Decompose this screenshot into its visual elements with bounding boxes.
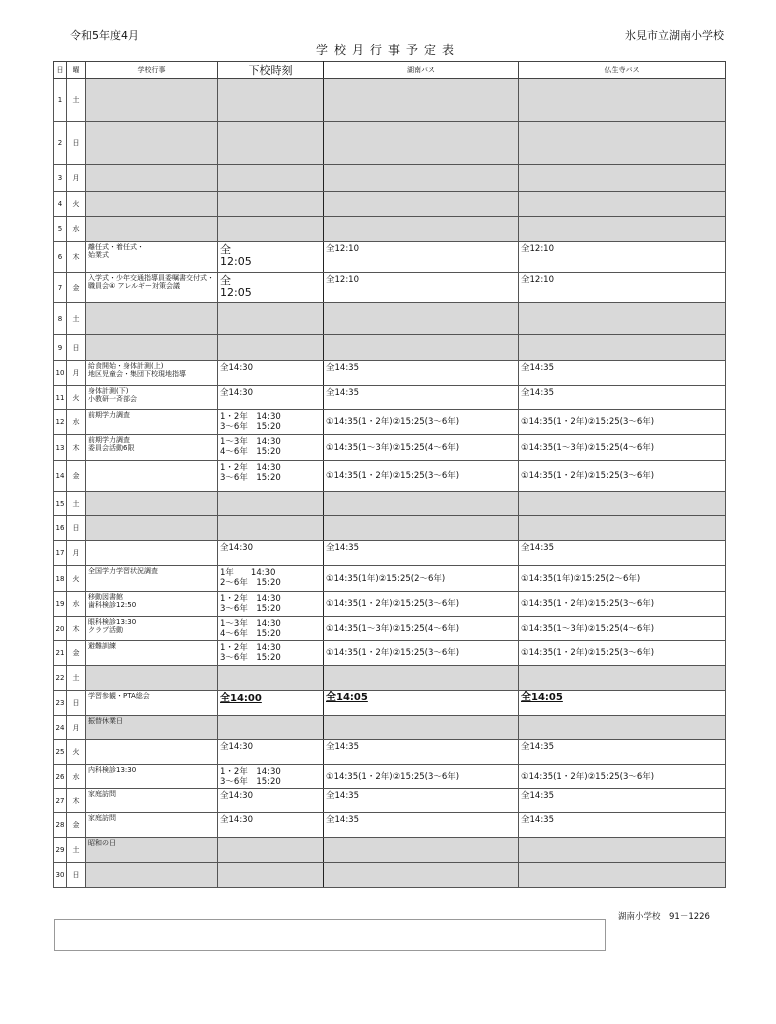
bus1-cell [324, 217, 519, 242]
weekday-cell: 火 [67, 566, 86, 592]
bus1-cell [324, 666, 519, 691]
events-cell: 学習参観・PTA総会 [86, 691, 218, 716]
col-day-header: 日 [54, 62, 67, 79]
events-cell: 振替休業日 [86, 716, 218, 740]
events-cell: 離任式・着任式・ 始業式 [86, 242, 218, 273]
day-cell: 5 [54, 217, 67, 242]
dismissal-cell: 全 12:05 [218, 273, 324, 303]
weekday-cell: 木 [67, 242, 86, 273]
bus1-cell [324, 79, 519, 122]
schedule-body [54, 79, 726, 888]
table-row [54, 516, 726, 541]
events-cell: 全国学力学習状況調査 [86, 566, 218, 592]
day-cell: 6 [54, 242, 67, 273]
table-row [54, 813, 726, 838]
table-row [54, 386, 726, 410]
table-row [54, 541, 726, 566]
bus1-cell: 全12:10 [324, 242, 519, 273]
events-cell [86, 863, 218, 888]
table-row [54, 666, 726, 691]
weekday-cell: 火 [67, 740, 86, 765]
weekday-cell: 土 [67, 303, 86, 335]
bus2-cell: 全14:35 [519, 740, 726, 765]
dismissal-cell: 全 12:05 [218, 242, 324, 273]
events-cell [86, 740, 218, 765]
events-cell [86, 461, 218, 492]
weekday-cell: 月 [67, 165, 86, 192]
bus1-cell [324, 122, 519, 165]
bus1-cell [324, 516, 519, 541]
col-bus1-header: 湖南バス [324, 62, 519, 79]
bus1-cell [324, 165, 519, 192]
events-cell [86, 165, 218, 192]
events-cell [86, 516, 218, 541]
table-row [54, 165, 726, 192]
dismissal-cell: 1年 14:30 2～6年 15:20 [218, 566, 324, 592]
day-cell: 22 [54, 666, 67, 691]
dismissal-cell [218, 335, 324, 361]
bus1-cell: ①14:35(1～3年)②15:25(4～6年) [324, 435, 519, 461]
events-cell: 前期学力調査 [86, 410, 218, 435]
dismissal-cell: 全14:30 [218, 541, 324, 566]
table-row [54, 863, 726, 888]
weekday-cell: 火 [67, 192, 86, 217]
bus2-cell: ①14:35(1・2年)②15:25(3～6年) [519, 641, 726, 666]
day-cell: 7 [54, 273, 67, 303]
dismissal-cell: 1・2年 14:30 3～6年 15:20 [218, 461, 324, 492]
day-cell: 20 [54, 617, 67, 641]
bus1-cell: ①14:35(1年)②15:25(2～6年) [324, 566, 519, 592]
bus2-cell: 全14:35 [519, 361, 726, 386]
day-cell: 28 [54, 813, 67, 838]
dismissal-cell [218, 122, 324, 165]
events-cell: 身体計測(下) 小教研一斉部会 [86, 386, 218, 410]
weekday-cell: 水 [67, 217, 86, 242]
events-cell [86, 303, 218, 335]
bus2-cell [519, 335, 726, 361]
bus1-cell: 全14:05 [324, 691, 519, 716]
dismissal-cell [218, 303, 324, 335]
table-row [54, 765, 726, 789]
bus1-cell [324, 838, 519, 863]
day-cell: 1 [54, 79, 67, 122]
day-cell: 25 [54, 740, 67, 765]
table-row [54, 303, 726, 335]
header-row [54, 62, 726, 79]
table-row [54, 122, 726, 165]
notes-box [54, 919, 606, 951]
table-row [54, 617, 726, 641]
bus2-cell: 全12:10 [519, 242, 726, 273]
table-row [54, 217, 726, 242]
bus2-cell: ①14:35(1年)②15:25(2～6年) [519, 566, 726, 592]
bus1-cell: ①14:35(1・2年)②15:25(3～6年) [324, 641, 519, 666]
weekday-cell: 日 [67, 335, 86, 361]
events-cell: 前期学力調査 委員会活動6限 [86, 435, 218, 461]
col-weekday-header: 曜 [67, 62, 86, 79]
day-cell: 21 [54, 641, 67, 666]
bus1-cell [324, 863, 519, 888]
weekday-cell: 日 [67, 863, 86, 888]
dismissal-cell [218, 217, 324, 242]
bus1-cell: 全14:35 [324, 541, 519, 566]
bus1-cell [324, 716, 519, 740]
weekday-cell: 金 [67, 273, 86, 303]
bus2-cell: 全14:35 [519, 386, 726, 410]
table-row [54, 273, 726, 303]
weekday-cell: 金 [67, 813, 86, 838]
day-cell: 19 [54, 592, 67, 617]
table-row [54, 242, 726, 273]
day-cell: 15 [54, 492, 67, 516]
dismissal-cell [218, 192, 324, 217]
bus1-cell: 全12:10 [324, 273, 519, 303]
table-row [54, 410, 726, 435]
bus1-cell [324, 492, 519, 516]
weekday-cell: 日 [67, 122, 86, 165]
day-cell: 14 [54, 461, 67, 492]
period-label: 令和5年度4月 [70, 29, 139, 42]
events-cell [86, 541, 218, 566]
bus2-cell [519, 165, 726, 192]
events-cell: 給食開始・身体計測(上) 地区児童会・集団下校現地指導 [86, 361, 218, 386]
events-cell [86, 79, 218, 122]
events-cell: 昭和の日 [86, 838, 218, 863]
bus1-cell: ①14:35(1・2年)②15:25(3～6年) [324, 410, 519, 435]
bus1-cell [324, 335, 519, 361]
bus2-cell [519, 303, 726, 335]
events-cell: 家庭訪問 [86, 789, 218, 813]
day-cell: 24 [54, 716, 67, 740]
dismissal-cell [218, 666, 324, 691]
bus1-cell: ①14:35(1・2年)②15:25(3～6年) [324, 765, 519, 789]
table-row [54, 192, 726, 217]
dismissal-cell: 全14:30 [218, 361, 324, 386]
day-cell: 29 [54, 838, 67, 863]
table-row [54, 789, 726, 813]
table-row [54, 79, 726, 122]
dismissal-cell: 全14:30 [218, 740, 324, 765]
events-cell: 眼科検診13:30 クラブ活動 [86, 617, 218, 641]
day-cell: 3 [54, 165, 67, 192]
dismissal-cell [218, 79, 324, 122]
bus2-cell: ①14:35(1・2年)②15:25(3～6年) [519, 461, 726, 492]
events-cell: 入学式・少年交通指導員委嘱書交付式・職員会④ アレルギー対策会議 [86, 273, 218, 303]
bus2-cell [519, 716, 726, 740]
dismissal-cell [218, 492, 324, 516]
events-cell: 内科検診13:30 [86, 765, 218, 789]
events-cell [86, 217, 218, 242]
events-cell [86, 492, 218, 516]
day-cell: 17 [54, 541, 67, 566]
bus2-cell: ①14:35(1・2年)②15:25(3～6年) [519, 410, 726, 435]
day-cell: 4 [54, 192, 67, 217]
bus2-cell: ①14:35(1～3年)②15:25(4～6年) [519, 617, 726, 641]
bus1-cell: 全14:35 [324, 813, 519, 838]
dismissal-cell [218, 838, 324, 863]
dismissal-cell: 1～3年 14:30 4～6年 15:20 [218, 617, 324, 641]
bus2-cell [519, 666, 726, 691]
bus1-cell: 全14:35 [324, 789, 519, 813]
bus2-cell [519, 516, 726, 541]
bus2-cell: ①14:35(1・2年)②15:25(3～6年) [519, 592, 726, 617]
events-cell: 避難訓練 [86, 641, 218, 666]
dismissal-cell: 1・2年 14:30 3～6年 15:20 [218, 410, 324, 435]
events-cell [86, 122, 218, 165]
bus2-cell [519, 192, 726, 217]
dismissal-cell: 1・2年 14:30 3～6年 15:20 [218, 641, 324, 666]
table-row [54, 716, 726, 740]
dismissal-cell: 全14:30 [218, 813, 324, 838]
weekday-cell: 月 [67, 541, 86, 566]
table-row [54, 335, 726, 361]
day-cell: 2 [54, 122, 67, 165]
schedule-table [53, 61, 726, 888]
dismissal-cell [218, 716, 324, 740]
day-cell: 10 [54, 361, 67, 386]
weekday-cell: 月 [67, 716, 86, 740]
col-events-header: 学校行事 [86, 62, 218, 79]
weekday-cell: 木 [67, 789, 86, 813]
day-cell: 13 [54, 435, 67, 461]
day-cell: 11 [54, 386, 67, 410]
weekday-cell: 月 [67, 361, 86, 386]
bus2-cell [519, 838, 726, 863]
weekday-cell: 木 [67, 435, 86, 461]
table-row [54, 492, 726, 516]
school-name: 氷見市立湖南小学校 [625, 29, 724, 42]
weekday-cell: 土 [67, 838, 86, 863]
weekday-cell: 日 [67, 516, 86, 541]
dismissal-cell: 1～3年 14:30 4～6年 15:20 [218, 435, 324, 461]
table-row [54, 435, 726, 461]
day-cell: 18 [54, 566, 67, 592]
bus2-cell: ①14:35(1・2年)②15:25(3～6年) [519, 765, 726, 789]
bus1-cell: 全14:35 [324, 386, 519, 410]
table-row [54, 838, 726, 863]
weekday-cell: 水 [67, 765, 86, 789]
day-cell: 12 [54, 410, 67, 435]
table-row [54, 361, 726, 386]
dismissal-cell [218, 165, 324, 192]
day-cell: 16 [54, 516, 67, 541]
col-dismissal-header: 下校時刻 [218, 62, 324, 79]
events-cell: 家庭訪問 [86, 813, 218, 838]
bus2-cell: 全14:35 [519, 789, 726, 813]
bus2-cell [519, 79, 726, 122]
dismissal-cell [218, 863, 324, 888]
bus1-cell: ①14:35(1・2年)②15:25(3～6年) [324, 592, 519, 617]
bus2-cell: 全14:35 [519, 541, 726, 566]
day-cell: 27 [54, 789, 67, 813]
col-bus2-header: 仏生寺バス [519, 62, 726, 79]
day-cell: 8 [54, 303, 67, 335]
contact-number: 湖南小学校 91－1226 [618, 912, 710, 922]
weekday-cell: 水 [67, 410, 86, 435]
bus2-cell [519, 122, 726, 165]
table-row [54, 740, 726, 765]
table-row [54, 461, 726, 492]
weekday-cell: 土 [67, 492, 86, 516]
dismissal-cell: 1・2年 14:30 3～6年 15:20 [218, 765, 324, 789]
weekday-cell: 火 [67, 386, 86, 410]
weekday-cell: 金 [67, 461, 86, 492]
bus1-cell [324, 303, 519, 335]
weekday-cell: 水 [67, 592, 86, 617]
bus1-cell: 全14:35 [324, 361, 519, 386]
dismissal-cell: 1・2年 14:30 3～6年 15:20 [218, 592, 324, 617]
events-cell [86, 666, 218, 691]
bus1-cell: ①14:35(1～3年)②15:25(4～6年) [324, 617, 519, 641]
day-cell: 9 [54, 335, 67, 361]
day-cell: 30 [54, 863, 67, 888]
weekday-cell: 土 [67, 666, 86, 691]
bus1-cell [324, 192, 519, 217]
weekday-cell: 木 [67, 617, 86, 641]
bus2-cell: 全14:35 [519, 813, 726, 838]
table-row [54, 566, 726, 592]
dismissal-cell [218, 516, 324, 541]
bus1-cell: ①14:35(1・2年)②15:25(3～6年) [324, 461, 519, 492]
day-cell: 26 [54, 765, 67, 789]
dismissal-cell: 全14:30 [218, 789, 324, 813]
dismissal-cell: 全14:00 [218, 691, 324, 716]
weekday-cell: 土 [67, 79, 86, 122]
bus2-cell [519, 217, 726, 242]
weekday-cell: 日 [67, 691, 86, 716]
weekday-cell: 金 [67, 641, 86, 666]
events-cell: 移動図書館 歯科検診12:50 [86, 592, 218, 617]
bus2-cell: 全14:05 [519, 691, 726, 716]
bus2-cell: ①14:35(1～3年)②15:25(4～6年) [519, 435, 726, 461]
events-cell [86, 335, 218, 361]
day-cell: 23 [54, 691, 67, 716]
table-row [54, 592, 726, 617]
dismissal-cell: 全14:30 [218, 386, 324, 410]
bus1-cell: 全14:35 [324, 740, 519, 765]
table-row [54, 641, 726, 666]
bus2-cell [519, 863, 726, 888]
events-cell [86, 192, 218, 217]
table-row [54, 691, 726, 716]
bus2-cell [519, 492, 726, 516]
bus2-cell: 全12:10 [519, 273, 726, 303]
page-title: 学校月行事予定表 [315, 43, 460, 57]
